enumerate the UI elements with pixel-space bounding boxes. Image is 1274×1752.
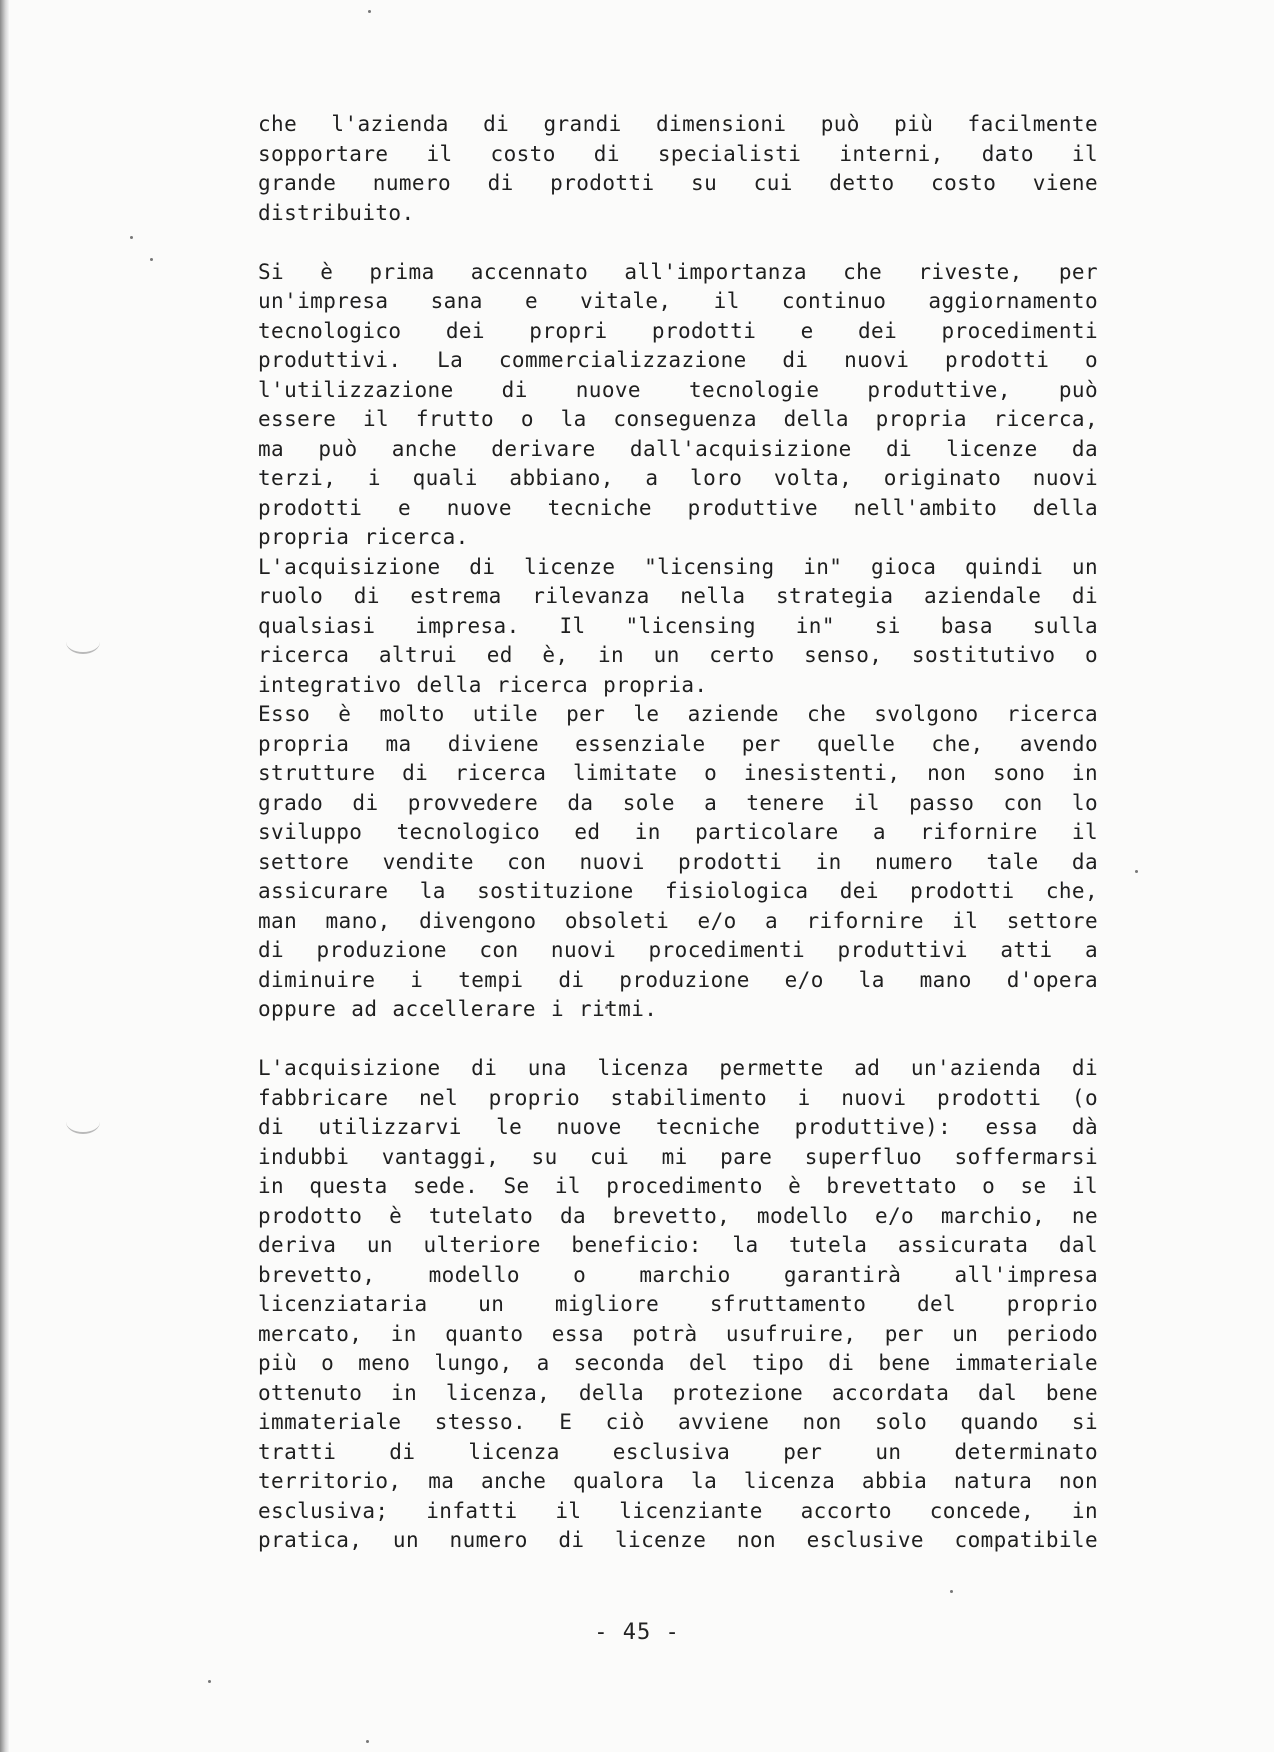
text-line-last: oppure ad accellerare i ritmi. [258, 997, 658, 1021]
scan-edge-shadow [0, 0, 9, 1752]
text-line: grande numero di prodotti su cui detto costo viene [258, 171, 1098, 195]
text-line: prodotti e nuove tecniche produttive nell'ambito della [258, 495, 1098, 520]
text-line: strutture di ricerca limitate o inesistenti, non sono in [258, 761, 1098, 785]
text-line: un'impresa sana e vitale, il continuo aggiornamento [258, 289, 1098, 313]
text-line: L'acquisizione di una licenza permette ad un'azienda di [258, 1056, 1098, 1080]
text-line-last: distribuito. [258, 200, 415, 225]
scan-speck [950, 1590, 953, 1593]
text-line: diminuire i tempi di produzione e/o la mano d'opera [258, 967, 1098, 992]
page-number: - 45 - [594, 1620, 680, 1645]
text-line: indubbi vantaggi, su cui mi pare superfluo soffermarsi [258, 1144, 1098, 1169]
text-line: produttivi. La commercializzazione di nuovi prodotti o [258, 348, 1098, 372]
paragraph-gap [258, 228, 1098, 258]
text-line: licenziataria un migliore sfruttamento del proprio [258, 1292, 1098, 1316]
text-line: deriva un ulteriore beneficio: la tutela assicurata dal [258, 1233, 1098, 1257]
text-line: tratti di licenza esclusiva per un determinato [258, 1439, 1098, 1464]
text-line: terzi, i quali abbiano, a loro volta, originato nuovi [258, 466, 1098, 490]
punch-hole-bottom [66, 1110, 100, 1134]
text-line: di utilizzarvi le nuove tecniche produttive): essa dà [258, 1115, 1098, 1139]
text-line: assicurare la sostituzione fisiologica dei prodotti che, [258, 879, 1098, 903]
text-line: l'utilizzazione di nuove tecnologie produttive, può [258, 377, 1098, 402]
scan-speck [130, 236, 133, 239]
paragraph-4 [258, 700, 1098, 1025]
text-line: fabbricare nel proprio stabilimento i nuovi prodotti (o [258, 1085, 1098, 1110]
text-line-last: integrativo della ricerca propria. [258, 672, 708, 697]
text-line: essere il frutto o la conseguenza della propria ricerca, [258, 407, 1098, 431]
text-line: più o meno lungo, a seconda del tipo di bene immateriale [258, 1351, 1098, 1375]
paragraph-5 [258, 1054, 1098, 1556]
text-line: in questa sede. Se il procedimento è brevettato o se il [258, 1174, 1098, 1198]
text-line: settore vendite con nuovi prodotti in numero tale da [258, 849, 1098, 874]
text-line: territorio, ma anche qualora la licenza abbia natura non [258, 1469, 1098, 1493]
text-line: sviluppo tecnologico ed in particolare a rifornire il [258, 820, 1098, 844]
paragraph-gap [258, 1025, 1098, 1055]
body-text [258, 110, 1098, 1556]
text-line: prodotto è tutelato da brevetto, modello e/o marchio, ne [258, 1203, 1098, 1228]
text-line-last: propria ricerca. [258, 525, 469, 549]
text-line: propria ma diviene essenziale per quelle che, avendo [258, 731, 1098, 756]
text-line: ottenuto in licenza, della protezione accordata dal bene [258, 1380, 1098, 1405]
paragraph-1 [258, 110, 1098, 228]
text-line: tecnologico dei propri prodotti e dei procedimenti [258, 318, 1098, 343]
text-line: man mano, divengono obsoleti e/o a rifornire il settore [258, 908, 1098, 933]
text-line: brevetto, modello o marchio garantirà all'impresa [258, 1262, 1098, 1287]
text-line: che l'azienda di grandi dimensioni può più facilmente [258, 112, 1098, 136]
text-line: esclusiva; infatti il licenziante accorto concede, in [258, 1498, 1098, 1523]
punch-hole-top [66, 630, 100, 654]
text-line: di produzione con nuovi procedimenti produttivi atti a [258, 938, 1098, 962]
paragraph-3 [258, 553, 1098, 701]
text-line: Si è prima accennato all'importanza che riveste, per [258, 259, 1098, 284]
scan-speck [208, 1680, 211, 1683]
scan-speck [1135, 870, 1138, 873]
text-line: ruolo di estrema rilevanza nella strategia aziendale di [258, 584, 1098, 608]
scan-speck [150, 258, 153, 261]
text-line: grado di provvedere da sole a tenere il passo con lo [258, 790, 1098, 815]
text-line: ma può anche derivare dall'acquisizione di licenze da [258, 436, 1098, 461]
text-line: sopportare il costo di specialisti interni, dato il [258, 141, 1098, 166]
text-line: pratica, un numero di licenze non esclusive compatibile [258, 1528, 1098, 1552]
text-line: ricerca altrui ed è, in un certo senso, sostitutivo o [258, 643, 1098, 667]
scan-speck [366, 1740, 369, 1743]
text-line: qualsiasi impresa. Il "licensing in" si basa sulla [258, 613, 1098, 638]
text-line: L'acquisizione di licenze "licensing in" gioca quindi un [258, 554, 1098, 579]
text-line: Esso è molto utile per le aziende che svolgono ricerca [258, 702, 1098, 726]
text-line: immateriale stesso. E ciò avviene non solo quando si [258, 1410, 1098, 1434]
text-line: mercato, in quanto essa potrà usufruire, per un periodo [258, 1321, 1098, 1346]
paragraph-2 [258, 258, 1098, 553]
scan-speck [368, 10, 371, 13]
